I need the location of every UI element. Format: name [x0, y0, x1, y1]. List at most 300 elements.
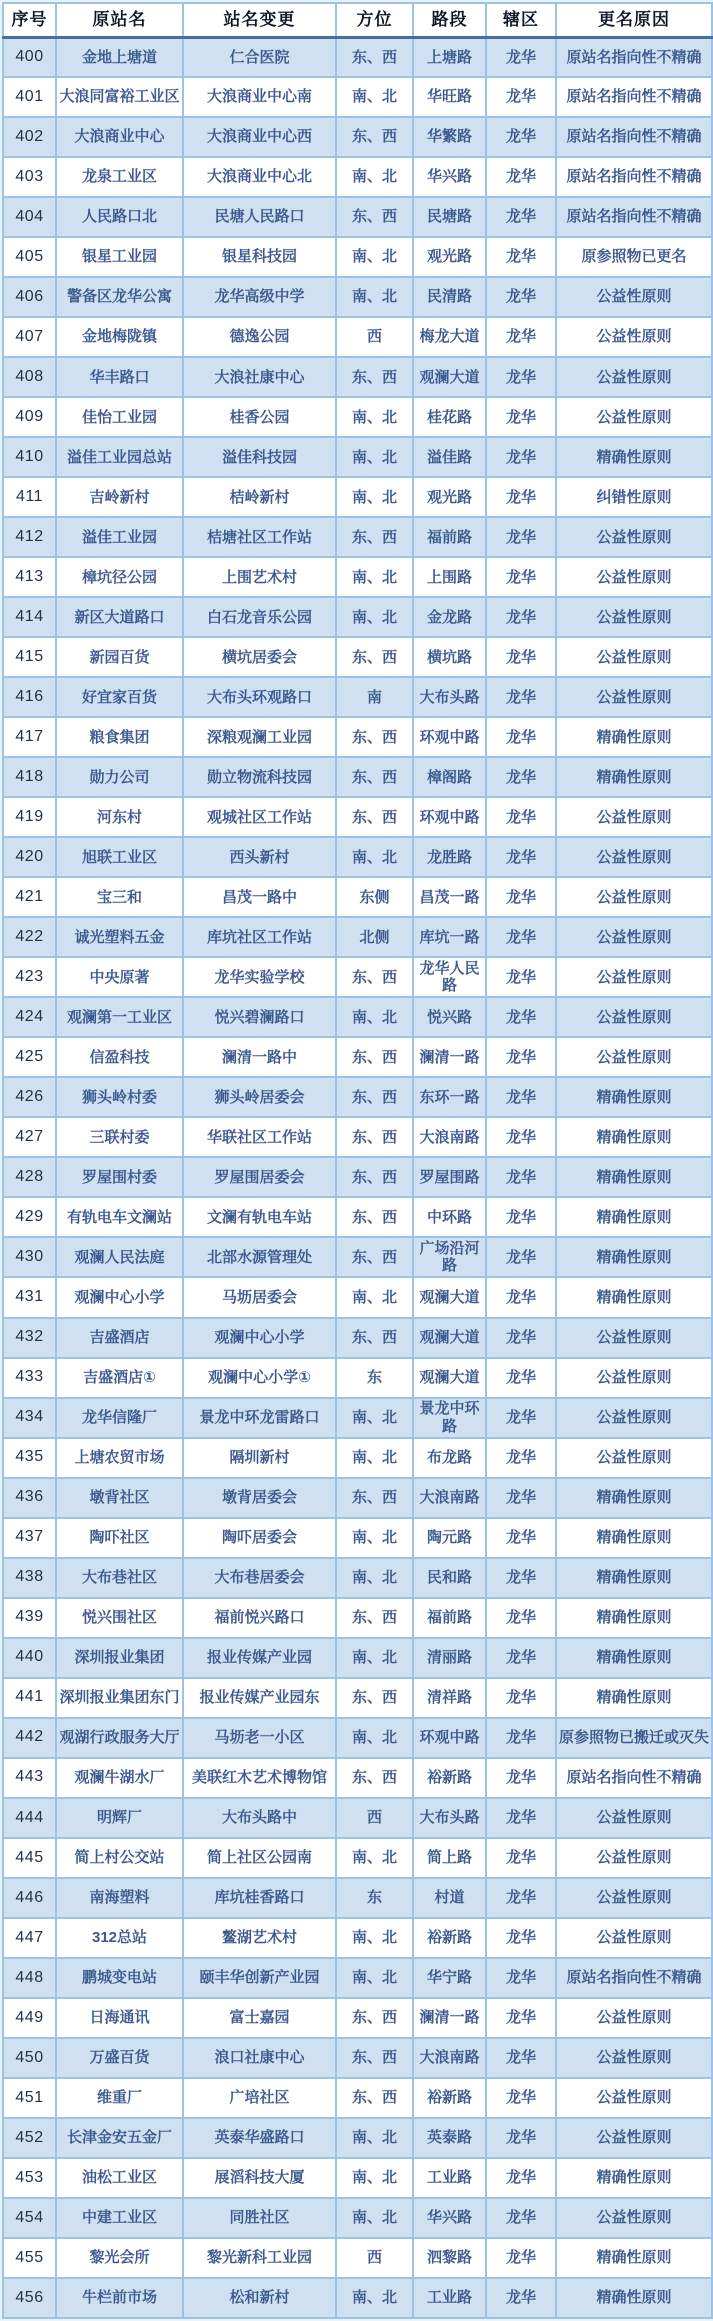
table-row [3, 237, 712, 277]
cell-no: 436 [3, 1478, 56, 1518]
cell-no: 432 [3, 1318, 56, 1358]
cell-new_name: 大浪商业中心南 [183, 77, 336, 117]
cell-road: 环观中路 [413, 717, 486, 757]
table-row [3, 397, 712, 437]
cell-direction: 南、北 [336, 477, 413, 517]
cell-new_name: 报业传媒产业园东 [183, 1678, 336, 1718]
cell-district: 龙华 [486, 1117, 556, 1157]
cell-district: 龙华 [486, 2118, 556, 2158]
cell-no: 427 [3, 1117, 56, 1157]
cell-reason: 精确性原则 [556, 1077, 712, 1117]
cell-no: 416 [3, 677, 56, 717]
cell-old_name: 观澜牛湖水厂 [56, 1758, 183, 1798]
cell-reason: 公益性原则 [556, 1918, 712, 1958]
cell-reason: 原站名指向性不精确 [556, 197, 712, 237]
cell-no: 437 [3, 1518, 56, 1558]
cell-old_name: 河东村 [56, 797, 183, 837]
cell-district: 龙华 [486, 1798, 556, 1838]
cell-road: 工业路 [413, 2278, 486, 2318]
table-row [3, 197, 712, 237]
cell-no: 414 [3, 597, 56, 637]
cell-reason: 精确性原则 [556, 1277, 712, 1317]
cell-direction: 东、西 [336, 1478, 413, 1518]
cell-no: 404 [3, 197, 56, 237]
cell-no: 402 [3, 117, 56, 157]
cell-old_name: 警备区龙华公寓 [56, 277, 183, 317]
cell-new_name: 马坜老一小区 [183, 1718, 336, 1758]
cell-old_name: 观澜第一工业区 [56, 997, 183, 1037]
cell-reason: 公益性原则 [556, 877, 712, 917]
cell-district: 龙华 [486, 117, 556, 157]
cell-old_name: 人民路口北 [56, 197, 183, 237]
table-row [3, 837, 712, 877]
table-row [3, 637, 712, 677]
cell-road: 横坑路 [413, 637, 486, 677]
table-row [3, 1277, 712, 1317]
cell-reason: 精确性原则 [556, 1678, 712, 1718]
table-row [3, 2158, 712, 2198]
cell-old_name: 三联村委 [56, 1117, 183, 1157]
cell-new_name: 大浪商业中心西 [183, 117, 336, 157]
cell-no: 423 [3, 957, 56, 997]
cell-no: 455 [3, 2238, 56, 2278]
cell-reason: 原站名指向性不精确 [556, 157, 712, 197]
table-row [3, 1157, 712, 1197]
cell-no: 412 [3, 517, 56, 557]
cell-road: 观澜大道 [413, 1277, 486, 1317]
cell-direction: 东、西 [336, 1077, 413, 1117]
cell-no: 409 [3, 397, 56, 437]
cell-old_name: 深圳报业集团 [56, 1638, 183, 1678]
cell-road: 大浪南路 [413, 1117, 486, 1157]
cell-old_name: 中建工业区 [56, 2198, 183, 2238]
cell-direction: 南、北 [336, 1558, 413, 1598]
cell-direction: 东、西 [336, 517, 413, 557]
cell-district: 龙华 [486, 877, 556, 917]
cell-old_name: 佳怡工业园 [56, 397, 183, 437]
cell-new_name: 文澜有轨电车站 [183, 1197, 336, 1237]
column-header-reason: 更名原因 [556, 3, 712, 37]
cell-reason: 公益性原则 [556, 1398, 712, 1438]
cell-direction: 东、西 [336, 117, 413, 157]
table-row [3, 797, 712, 837]
cell-road: 金龙路 [413, 597, 486, 637]
cell-no: 405 [3, 237, 56, 277]
table-row [3, 1558, 712, 1598]
cell-direction: 东、西 [336, 1678, 413, 1718]
cell-direction: 南、北 [336, 837, 413, 877]
cell-reason: 精确性原则 [556, 1638, 712, 1678]
cell-district: 龙华 [486, 2198, 556, 2238]
cell-road: 大浪南路 [413, 1478, 486, 1518]
cell-reason: 精确性原则 [556, 1598, 712, 1638]
cell-no: 439 [3, 1598, 56, 1638]
cell-no: 415 [3, 637, 56, 677]
cell-new_name: 颐丰华创新产业园 [183, 1958, 336, 1998]
table-row [3, 37, 712, 77]
cell-district: 龙华 [486, 557, 556, 597]
cell-road: 悦兴路 [413, 997, 486, 1037]
cell-reason: 精确性原则 [556, 1478, 712, 1518]
cell-old_name: 溢佳工业园 [56, 517, 183, 557]
cell-direction: 西 [336, 2238, 413, 2278]
table-row [3, 437, 712, 477]
cell-direction: 东 [336, 1358, 413, 1398]
cell-district: 龙华 [486, 157, 556, 197]
cell-reason: 原参照物已更名 [556, 237, 712, 277]
table-row [3, 2118, 712, 2158]
cell-old_name: 陶吓社区 [56, 1518, 183, 1558]
cell-reason: 公益性原则 [556, 1318, 712, 1358]
cell-direction: 东、西 [336, 1318, 413, 1358]
column-header-new-name: 站名变更 [183, 3, 336, 37]
cell-direction: 南 [336, 677, 413, 717]
cell-direction: 东、西 [336, 197, 413, 237]
cell-no: 438 [3, 1558, 56, 1598]
cell-old_name: 华丰路口 [56, 357, 183, 397]
cell-new_name: 仁合医院 [183, 37, 336, 77]
cell-reason: 公益性原则 [556, 917, 712, 957]
cell-road: 清祥路 [413, 1678, 486, 1718]
cell-direction: 南、北 [336, 1958, 413, 1998]
cell-direction: 东、西 [336, 1117, 413, 1157]
table-row [3, 1358, 712, 1398]
cell-direction: 东、西 [336, 37, 413, 77]
cell-reason: 公益性原则 [556, 597, 712, 637]
cell-old_name: 有轨电车文澜站 [56, 1197, 183, 1237]
cell-new_name: 陶吓居委会 [183, 1518, 336, 1558]
cell-no: 407 [3, 317, 56, 357]
cell-district: 龙华 [486, 2038, 556, 2078]
cell-direction: 南、北 [336, 397, 413, 437]
table-row [3, 317, 712, 357]
cell-old_name: 长津金安五金厂 [56, 2118, 183, 2158]
cell-new_name: 库坑桂香路口 [183, 1878, 336, 1918]
cell-old_name: 好宜家百货 [56, 677, 183, 717]
table-row [3, 1838, 712, 1878]
cell-direction: 西 [336, 1798, 413, 1838]
cell-new_name: 桔岭新村 [183, 477, 336, 517]
cell-district: 龙华 [486, 1718, 556, 1758]
cell-road: 华兴路 [413, 157, 486, 197]
table-row [3, 1918, 712, 1958]
cell-road: 福前路 [413, 517, 486, 557]
table-row [3, 2198, 712, 2238]
cell-reason: 公益性原则 [556, 317, 712, 357]
cell-road: 樟阁路 [413, 757, 486, 797]
cell-district: 龙华 [486, 1958, 556, 1998]
cell-direction: 南、北 [336, 1918, 413, 1958]
cell-new_name: 华联社区工作站 [183, 1117, 336, 1157]
cell-old_name: 龙泉工业区 [56, 157, 183, 197]
table-row [3, 1718, 712, 1758]
cell-new_name: 上围艺术村 [183, 557, 336, 597]
cell-road: 澜清一路 [413, 1037, 486, 1077]
cell-district: 龙华 [486, 1318, 556, 1358]
cell-no: 449 [3, 1998, 56, 2038]
cell-district: 龙华 [486, 1678, 556, 1718]
cell-new_name: 罗屋围居委会 [183, 1157, 336, 1197]
cell-no: 401 [3, 77, 56, 117]
cell-new_name: 福前悦兴路口 [183, 1598, 336, 1638]
table-row [3, 997, 712, 1037]
cell-no: 443 [3, 1758, 56, 1798]
cell-new_name: 大浪商业中心北 [183, 157, 336, 197]
cell-road: 福前路 [413, 1598, 486, 1638]
cell-no: 411 [3, 477, 56, 517]
cell-no: 422 [3, 917, 56, 957]
cell-reason: 公益性原则 [556, 2198, 712, 2238]
cell-district: 龙华 [486, 1398, 556, 1438]
cell-no: 444 [3, 1798, 56, 1838]
cell-reason: 精确性原则 [556, 757, 712, 797]
cell-district: 龙华 [486, 677, 556, 717]
cell-new_name: 英泰华盛路口 [183, 2118, 336, 2158]
cell-road: 大布头路 [413, 1798, 486, 1838]
cell-road: 广场沿河路 [413, 1237, 486, 1277]
cell-no: 446 [3, 1878, 56, 1918]
cell-new_name: 白石龙音乐公园 [183, 597, 336, 637]
table-row [3, 1678, 712, 1718]
cell-road: 龙胜路 [413, 837, 486, 877]
column-header-district: 辖区 [486, 3, 556, 37]
cell-reason: 公益性原则 [556, 2038, 712, 2078]
cell-district: 龙华 [486, 2078, 556, 2118]
cell-direction: 东、西 [336, 637, 413, 677]
column-header-no: 序号 [3, 3, 56, 37]
table-row [3, 1037, 712, 1077]
cell-direction: 东、西 [336, 1758, 413, 1798]
cell-road: 大浪南路 [413, 2038, 486, 2078]
cell-direction: 东、西 [336, 957, 413, 997]
cell-new_name: 富士嘉园 [183, 1998, 336, 2038]
table-row [3, 877, 712, 917]
cell-direction: 南、北 [336, 1398, 413, 1438]
cell-no: 435 [3, 1438, 56, 1478]
table-row [3, 2078, 712, 2118]
cell-direction: 东、西 [336, 757, 413, 797]
table-row [3, 357, 712, 397]
table-row [3, 1758, 712, 1798]
cell-new_name: 广培社区 [183, 2078, 336, 2118]
cell-district: 龙华 [486, 1358, 556, 1398]
cell-old_name: 中央原著 [56, 957, 183, 997]
cell-reason: 公益性原则 [556, 1438, 712, 1478]
cell-reason: 精确性原则 [556, 717, 712, 757]
cell-direction: 东、西 [336, 1237, 413, 1277]
cell-reason: 精确性原则 [556, 1237, 712, 1277]
cell-direction: 东、西 [336, 357, 413, 397]
cell-no: 454 [3, 2198, 56, 2238]
table-row [3, 477, 712, 517]
cell-reason: 精确性原则 [556, 437, 712, 477]
cell-direction: 南、北 [336, 1277, 413, 1317]
cell-no: 420 [3, 837, 56, 877]
cell-direction: 南、北 [336, 237, 413, 277]
table-row [3, 2038, 712, 2078]
cell-no: 425 [3, 1037, 56, 1077]
cell-road: 观澜大道 [413, 357, 486, 397]
cell-district: 龙华 [486, 1838, 556, 1878]
cell-reason: 原站名指向性不精确 [556, 117, 712, 157]
cell-new_name: 观澜中心小学① [183, 1358, 336, 1398]
table-body [3, 37, 712, 2318]
cell-direction: 东、西 [336, 1037, 413, 1077]
cell-road: 罗屋围路 [413, 1157, 486, 1197]
cell-old_name: 吉岭新村 [56, 477, 183, 517]
cell-road: 库坑一路 [413, 917, 486, 957]
cell-no: 447 [3, 1918, 56, 1958]
cell-road: 上围路 [413, 557, 486, 597]
cell-reason: 原站名指向性不精确 [556, 1758, 712, 1798]
cell-old_name: 墩背社区 [56, 1478, 183, 1518]
cell-road: 清丽路 [413, 1638, 486, 1678]
cell-district: 龙华 [486, 1878, 556, 1918]
cell-old_name: 大浪商业中心 [56, 117, 183, 157]
cell-road: 中环路 [413, 1197, 486, 1237]
cell-new_name: 库坑社区工作站 [183, 917, 336, 957]
cell-road: 裕新路 [413, 1758, 486, 1798]
header-row [3, 3, 712, 37]
cell-direction: 东、西 [336, 1197, 413, 1237]
cell-direction: 南、北 [336, 157, 413, 197]
cell-district: 龙华 [486, 1037, 556, 1077]
cell-new_name: 简上社区公园南 [183, 1838, 336, 1878]
cell-road: 龙华人民路 [413, 957, 486, 997]
cell-direction: 东、西 [336, 797, 413, 837]
cell-direction: 南、北 [336, 2118, 413, 2158]
table-row [3, 717, 712, 757]
cell-old_name: 新区大道路口 [56, 597, 183, 637]
cell-road: 澜清一路 [413, 1998, 486, 2038]
cell-no: 452 [3, 2118, 56, 2158]
cell-old_name: 312总站 [56, 1918, 183, 1958]
cell-direction: 西 [336, 317, 413, 357]
cell-old_name: 观澜人民法庭 [56, 1237, 183, 1277]
cell-reason: 公益性原则 [556, 1998, 712, 2038]
cell-new_name: 溢佳科技园 [183, 437, 336, 477]
column-header-road: 路段 [413, 3, 486, 37]
cell-district: 龙华 [486, 1237, 556, 1277]
cell-new_name: 报业传媒产业园 [183, 1638, 336, 1678]
cell-new_name: 德逸公园 [183, 317, 336, 357]
cell-road: 环观中路 [413, 1718, 486, 1758]
table-row [3, 1237, 712, 1277]
cell-direction: 东、西 [336, 717, 413, 757]
cell-old_name: 粮食集团 [56, 717, 183, 757]
cell-old_name: 南海塑料 [56, 1878, 183, 1918]
cell-road: 华旺路 [413, 77, 486, 117]
cell-district: 龙华 [486, 1598, 556, 1638]
cell-new_name: 黎光新科工业园 [183, 2238, 336, 2278]
cell-district: 龙华 [486, 637, 556, 677]
cell-reason: 精确性原则 [556, 1117, 712, 1157]
cell-no: 441 [3, 1678, 56, 1718]
cell-reason: 公益性原则 [556, 557, 712, 597]
cell-reason: 公益性原则 [556, 997, 712, 1037]
cell-direction: 南、北 [336, 437, 413, 477]
cell-new_name: 银星科技园 [183, 237, 336, 277]
cell-no: 400 [3, 37, 56, 77]
cell-reason: 纠错性原则 [556, 477, 712, 517]
cell-reason: 公益性原则 [556, 797, 712, 837]
cell-old_name: 龙华信隆厂 [56, 1398, 183, 1438]
cell-direction: 南、北 [336, 1438, 413, 1478]
cell-new_name: 大布头环观路口 [183, 677, 336, 717]
cell-new_name: 昌茂一路中 [183, 877, 336, 917]
cell-direction: 南、北 [336, 597, 413, 637]
cell-road: 梅龙大道 [413, 317, 486, 357]
cell-district: 龙华 [486, 317, 556, 357]
cell-direction: 南、北 [336, 277, 413, 317]
cell-old_name: 旭联工业区 [56, 837, 183, 877]
cell-reason: 公益性原则 [556, 837, 712, 877]
table-row [3, 1878, 712, 1918]
cell-old_name: 简上村公交站 [56, 1838, 183, 1878]
cell-road: 民塘路 [413, 197, 486, 237]
cell-district: 龙华 [486, 237, 556, 277]
cell-old_name: 鹏城变电站 [56, 1958, 183, 1998]
cell-no: 413 [3, 557, 56, 597]
table-row [3, 1598, 712, 1638]
cell-road: 昌茂一路 [413, 877, 486, 917]
table-row [3, 557, 712, 597]
table-row [3, 1998, 712, 2038]
cell-district: 龙华 [486, 437, 556, 477]
cell-old_name: 观湖行政服务大厅 [56, 1718, 183, 1758]
cell-new_name: 松和新村 [183, 2278, 336, 2318]
cell-reason: 精确性原则 [556, 2158, 712, 2198]
cell-direction: 东、西 [336, 1157, 413, 1197]
cell-district: 龙华 [486, 1197, 556, 1237]
cell-district: 龙华 [486, 2238, 556, 2278]
cell-district: 龙华 [486, 2278, 556, 2318]
table-header [3, 3, 712, 37]
cell-no: 453 [3, 2158, 56, 2198]
table-row [3, 1117, 712, 1157]
cell-new_name: 鳌湖艺术村 [183, 1918, 336, 1958]
cell-no: 434 [3, 1398, 56, 1438]
cell-old_name: 黎光会所 [56, 2238, 183, 2278]
cell-district: 龙华 [486, 1077, 556, 1117]
cell-new_name: 马坜居委会 [183, 1277, 336, 1317]
cell-road: 观澜大道 [413, 1318, 486, 1358]
cell-no: 445 [3, 1838, 56, 1878]
cell-road: 东环一路 [413, 1077, 486, 1117]
cell-old_name: 新园百货 [56, 637, 183, 677]
cell-district: 龙华 [486, 197, 556, 237]
cell-old_name: 观澜中心小学 [56, 1277, 183, 1317]
cell-old_name: 吉盛酒店 [56, 1318, 183, 1358]
cell-road: 溢佳路 [413, 437, 486, 477]
cell-district: 龙华 [486, 1478, 556, 1518]
cell-no: 417 [3, 717, 56, 757]
table-row [3, 517, 712, 557]
cell-new_name: 深粮观澜工业园 [183, 717, 336, 757]
cell-district: 龙华 [486, 757, 556, 797]
cell-road: 观光路 [413, 237, 486, 277]
station-rename-table [2, 2, 713, 2319]
cell-direction: 南、北 [336, 997, 413, 1037]
table-row [3, 957, 712, 997]
cell-old_name: 吉盛酒店① [56, 1358, 183, 1398]
cell-no: 431 [3, 1277, 56, 1317]
cell-direction: 东、西 [336, 2078, 413, 2118]
cell-district: 龙华 [486, 1157, 556, 1197]
cell-road: 工业路 [413, 2158, 486, 2198]
cell-old_name: 油松工业区 [56, 2158, 183, 2198]
cell-district: 龙华 [486, 1277, 556, 1317]
